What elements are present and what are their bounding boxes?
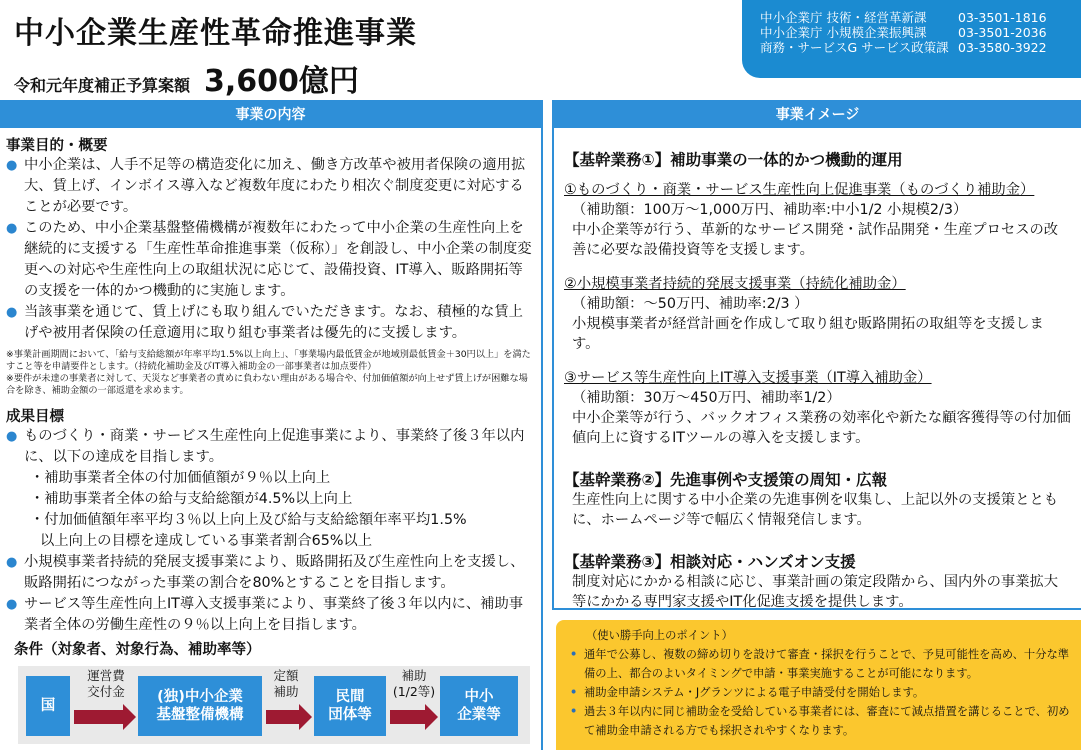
- flow-arrow: [74, 704, 136, 730]
- flow-arrow: [390, 704, 438, 730]
- goal-bullet: ● ものづくり・商業・サービス生産性向上促進事業により、事業終了後３年以内に、以下の達成を目指します。: [6, 426, 535, 468]
- contact-org: 中小企業庁 小規模企業振興課: [760, 25, 927, 40]
- subsidy-item-3: [564, 368, 1071, 448]
- budget-label: 令和元年度補正予算案額: [14, 76, 191, 95]
- contact-row: [760, 10, 1081, 25]
- contact-row: [760, 25, 1081, 40]
- budget: [14, 56, 359, 100]
- subsidy-item-title: ②小規模事業者持続的発展支援事業（持続化補助金）: [564, 276, 906, 292]
- business-image-header: 事業イメージ: [554, 102, 1081, 128]
- contact-tel: 03-3501-2036: [958, 25, 1047, 40]
- subsidy-item-detail: （補助額：100万～1,000万円、補助率:中小1/2 小規模2/3）: [572, 202, 968, 218]
- subsidy-item-title: ③サービス等生産性向上IT導入支援事業（IT導入補助金）: [564, 370, 932, 386]
- flow-box-private: 民間 団体等: [314, 676, 386, 736]
- goal-subitem: ・補助事業者全体の付加価値額が９％以上向上: [30, 470, 331, 486]
- goal-bullet: ● 小規模事業者持続的発展支援事業により、販路開拓及び生産性向上を支援し、販路開拓につながった事業の割合を80%とすることを目指します。: [6, 552, 535, 594]
- subsidy-item-desc: 中小企業等が行う、バックオフィス業務の効率化や新たな顧客獲得等の付加価値向上に資するITツールの導入を支援します。: [572, 410, 1071, 446]
- purpose-bullet: ● 中小企業は、人手不足等の構造変化に加え、働き方改革や被用者保険の適用拡大、賃上げ、インボイス導入など複数年度にわたり相次ぐ制度変更に対応することが必要です。: [6, 155, 535, 218]
- point-item: • 補助金申請システム・Jグランツによる電子申請受付を開始します。: [570, 683, 1073, 702]
- point-item: • 過去３年以内に同じ補助金を受給している事業者には、審査にて減点措置を講じることで、初めて補助金申請される方でも採択されやすくなります。: [570, 702, 1073, 740]
- purpose-title: 事業目的・概要: [6, 138, 108, 154]
- subsidy-item-detail: （補助額：30万～450万円、補助率1/2）: [572, 390, 841, 406]
- core-task-1-title: 【基幹業務①】補助事業の一体的かつ機動的運用: [564, 151, 903, 169]
- goals-title: 成果目標: [6, 409, 64, 425]
- notes: [6, 349, 535, 397]
- core-task-3-title: 【基幹業務③】相談対応・ハンズオン支援: [564, 553, 856, 571]
- purpose-bullet: ● このため、中小企業基盤整備機構が複数年にわたって中小企業の生産性向上を継続的に支援する「生産性革命推進事業（仮称）」を創設し、中小企業の制度変更への対応や生産性向上の取組状況に応じて、設備投資、IT導入、販路開拓等の支援を一体的かつ機動的に実施します。: [6, 218, 535, 302]
- subsidy-item-detail: （補助額：～50万円、補助率:2/3 ）: [572, 296, 809, 312]
- goal-subitem: 以上向上の目標を達成している事業者割合65%以上: [40, 533, 373, 549]
- flow-diagram: [18, 666, 530, 744]
- note: ※要件が未達の事業者に対して、天災など事業者の責めに負わない理由がある場合や、付加価値額が向上せず賃上げが困難な場合を除き、補助金額の一部返還を求めます。: [6, 373, 528, 396]
- flow-label-text: 補助 (1/2等): [392, 668, 436, 699]
- purpose-bullet: ● 当該事業を通じて、賃上げにも取り組んでいただきます。なお、積極的な賃上げや被用者保険の任意適用に取り組む事業者は優先的に支援します。: [6, 302, 535, 344]
- flow-label-grant: [70, 668, 142, 700]
- page-title: 中小企業生産性革命推進事業: [14, 16, 417, 51]
- flow-label-text: 運営費 交付金: [87, 668, 125, 699]
- point-item: • 通年で公募し、複数の締め切りを設けて審査・採択を行うことで、予見可能性を高め、十分な準備の上、都合のよいタイミングで申請・事業実施することが可能になります。: [570, 645, 1073, 683]
- business-image-body: [554, 128, 1081, 612]
- core-task-2-title: 【基幹業務②】先進事例や支援策の周知・広報: [564, 471, 888, 489]
- subsidy-item-2: [564, 274, 1071, 354]
- contact-org: 中小企業庁 技術・経営革新課: [760, 10, 927, 25]
- subsidy-item-desc: 小規模事業者が経営計画を作成して取り組む販路開拓の取組等を支援します。: [572, 316, 1044, 352]
- core-task-3-desc: 制度対応にかかる相談に応じ、事業計画の策定段階から、国内外の事業拡大等にかかる専門家支援やIT化促進支援を提供します。: [572, 574, 1059, 610]
- contact-tel: 03-3501-1816: [958, 10, 1047, 25]
- subsidy-item-title: ①ものづくり・商業・サービス生産性向上促進事業（ものづくり補助金）: [564, 182, 1035, 198]
- contact-row: [760, 40, 1081, 55]
- contact-box: [742, 0, 1081, 78]
- flow-arrow: [266, 704, 312, 730]
- business-content-body: [0, 128, 541, 659]
- flow-label-text: 定額 補助: [273, 668, 299, 699]
- budget-amount: 3,600億円: [204, 64, 359, 99]
- flow-box-sme: 中小 企業等: [440, 676, 518, 736]
- flow-box-country: 国: [26, 676, 70, 736]
- usability-points-box: [556, 620, 1081, 750]
- business-image-panel: [552, 100, 1081, 610]
- flow-label-fixed: [260, 668, 312, 700]
- subsidy-item-1: [564, 180, 1071, 260]
- goal-subitem: ・補助事業者全体の給与支給総額が4.5%以上向上: [30, 491, 353, 507]
- business-content-header: 事業の内容: [0, 102, 541, 128]
- flow-box-smrj: (独)中小企業 基盤整備機構: [138, 676, 262, 736]
- flow-label-subsidy: [384, 668, 444, 700]
- condition-title: 条件（対象者、対象行為、補助率等）: [14, 642, 261, 658]
- note: ※事業計画期間において、「給与支給総額が年率平均1.5%以上向上」、「事業場内最低賃金が地域別最低賃金＋30円以上」を満たすこと等を申請要件とします。（持続化補助金及びIT導入補助金の一部事業者は加点要件）: [6, 349, 531, 372]
- goal-bullet: ● サービス等生産性向上IT導入支援事業により、事業終了後３年以内に、補助事業者全体の労働生産性の９％以上向上を目指します。: [6, 594, 535, 636]
- points-title: （使い勝手向上のポイント）: [586, 629, 733, 642]
- contact-tel: 03-3580-3922: [958, 40, 1047, 55]
- core-task-2-desc: 生産性向上に関する中小企業の先進事例を収集し、上記以外の支援策とともに、ホームページ等で幅広く情報発信します。: [572, 492, 1059, 528]
- subsidy-item-desc: 中小企業等が行う、革新的なサービス開発・試作品開発・生産プロセスの改善に必要な設備投資等を支援します。: [572, 222, 1059, 258]
- goal-subitem: ・付加価値額年率平均３％以上向上及び給与支給総額年率平均1.5%: [30, 512, 467, 528]
- contact-org: 商務・サービスG サービス政策課: [760, 40, 949, 55]
- business-content-panel: [0, 100, 543, 750]
